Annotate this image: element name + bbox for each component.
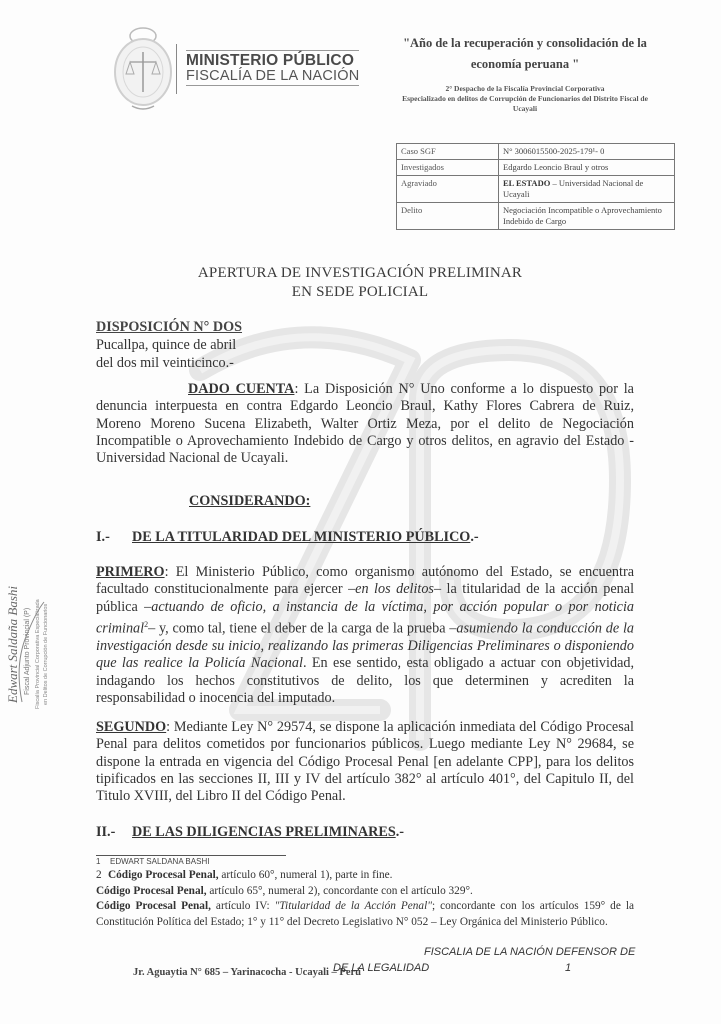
footnote-1-text: EDWART SALDANA BASHI [110, 857, 210, 866]
footer-legalidad: DE LA LEGALIDAD [333, 962, 430, 974]
stamp-signature: Edwart Saldaña Bashi [5, 585, 20, 703]
logo-line-fiscalia: FISCALÍA DE LA NACIÓN [186, 68, 360, 84]
motto-line-1: "Año de la recuperación y consolidación de la [403, 36, 647, 50]
disposition-date-1: Pucallpa, quince de abril [96, 337, 237, 353]
title-line-1: APERTURA DE INVESTIGACIÓN PRELIMINAR [197, 265, 523, 281]
table-row [397, 160, 675, 176]
footnote-3-bold: Código Procesal Penal, [96, 884, 207, 897]
primero-paragraph [96, 564, 634, 707]
section-2-suffix: .- [395, 824, 404, 840]
footnote-2 [96, 868, 634, 884]
case-key: Caso SGF [397, 144, 499, 160]
dado-cuenta-paragraph [96, 381, 634, 467]
ministerio-logo [186, 50, 359, 86]
section-1-title: DE LA TITULARIDAD DEL MINISTERIO PÚBLICO [132, 529, 471, 545]
case-value: N° 3006015500-2025-179¹- 0 [499, 144, 675, 160]
office-name [380, 84, 670, 114]
dado-cuenta-text: : La Disposición N° Uno conforme a lo dispuesto por la denuncia interpuesta en contra Edgardo Leoncio Braul, Kathy Flores Cabrera de Ruiz, Moreno Moreno Sucena Elizabeth, Walter Ortiz Meza, por el delito de Negociación Incompatible o Aprovechamiento Indebido de Cargo y otros delitos, en agravio del Estado - Universidad Nacional de Ucayali. [96, 381, 634, 467]
year-motto [380, 33, 670, 75]
footer-address: Jr. Aguaytia N° 685 – Yarinacocha - Ucayali – Perú [133, 967, 361, 978]
footnote-1-number: 1 [96, 857, 101, 866]
table-row [397, 203, 675, 230]
footnote-4-text: artículo IV: [210, 900, 275, 912]
primero-label: PRIMERO [96, 564, 165, 580]
stamp-office-1: Fiscalía Provincial Corporativa Especializada [35, 599, 41, 709]
delito-value: Negociación Incompatible o Aprovechamiento Indebido de Cargo [499, 203, 675, 230]
segundo-label: SEGUNDO [96, 719, 167, 735]
stamp-role: Fiscal Adjunto Provincial (P) [24, 607, 31, 695]
primero-italic-2: –actuando de oficio, a instancia de la víctima, por acción popular o por noticia criminal [96, 598, 635, 637]
logo-divider [176, 44, 177, 94]
footnote-4-rest: ; concordante con los artículos 159° de la Constitución Política del Estado; 1° y 11° del Decreto Legislativo N° 052 – Ley Orgánica del Ministerio Público. [96, 900, 634, 928]
primero-text-4: . En ese sentido, esta obligado a actuar con objetividad, indagando los hechos constitutivos de delito, los que determinen y acrediten la responsabilidad o inocencia del imputado. [96, 655, 635, 706]
ministerio-seal-icon [108, 26, 178, 112]
footnote-4 [96, 899, 634, 930]
footer-fiscalia-line: FISCALIA DE LA NACIÓN DEFENSOR DE [424, 946, 636, 958]
agraviado-value-rest: – Universidad Nacional de Ucayali [503, 178, 644, 199]
footnote-ref-2: 2 [144, 619, 149, 629]
disposition-heading: DISPOSICIÓN N° DOS [96, 319, 243, 335]
footnote-4-bold: Código Procesal Penal, [96, 900, 211, 912]
primero-italic-1: –en los delitos– [348, 581, 442, 598]
section-1-number: I.- [96, 529, 110, 545]
table-row [397, 176, 675, 203]
footnote-2-number: 2 [96, 869, 102, 881]
footnote-2-bold: Código Procesal Penal, [108, 869, 219, 881]
office-line-1: 2° Despacho de la Fiscalía Provincial Corporativa [445, 84, 605, 93]
office-line-3: Ucayali [512, 104, 538, 113]
segundo-text: : Mediante Ley N° 29574, se dispone la aplicación inmediata del Código Procesal Penal para delitos cometidos por funcionarios públicos. Luego mediante Ley N° 29684, se dispone la entrada en vigencia del Código Procesal Penal [en adelante CPP], para los delitos tipificados en las secciones II, III y IV del artículo 382° al artículo 401°, del Capitulo II, del Titulo XVIII, del Libro II del Código Penal. [96, 719, 634, 805]
stamp-office-2: en Delitos de Corrupción de Funcionarios [43, 603, 49, 705]
footnote-4-italic: "Titularidad de la Acción Penal" [274, 900, 432, 912]
delito-key: Delito [397, 203, 499, 230]
office-line-2: Especializado en delitos de Corrupción de Funcionarios del Distrito Fiscal de [402, 94, 648, 103]
section-1-suffix: .- [470, 529, 479, 545]
agraviado-key: Agraviado [397, 176, 499, 203]
primero-text-1: : El Ministerio Público, como organismo autónomo del Estado, se encuentra facultado constitucionalmente para ejercer [96, 564, 634, 598]
section-2-heading [96, 824, 404, 841]
agraviado-value [499, 176, 675, 203]
section-2-title: DE LAS DILIGENCIAS PRELIMINARES [132, 824, 396, 840]
title-line-2: EN SEDE POLICIAL [291, 284, 429, 300]
table-row [397, 144, 675, 160]
section-2-number: II.- [96, 824, 116, 840]
footnote-3-text: artículo 65°, numeral 2), concordante con el artículo 329°. [206, 884, 473, 897]
motto-line-2: economía peruana " [470, 57, 580, 71]
document-title [100, 264, 620, 302]
footnotes-block [96, 868, 634, 930]
segundo-paragraph [96, 719, 634, 805]
disposition-date-2: del dos mil veinticinco.- [96, 355, 234, 371]
disposition-block [96, 318, 242, 372]
considerando-heading: CONSIDERANDO: [189, 493, 311, 509]
logo-line-ministerio: MINISTERIO PÚBLICO [186, 50, 359, 69]
footnote-3 [96, 884, 634, 900]
primero-text-2: la titularidad de la acción penal pública [96, 581, 635, 615]
investigados-value: Edgardo Leoncio Braul y otros [499, 160, 675, 176]
agraviado-value-bold: EL ESTADO [503, 178, 551, 188]
fiscal-stamp-signature [5, 562, 80, 712]
footnote-2-text: artículo 60°, numeral 1), parte in fine. [218, 869, 393, 881]
section-1-heading [96, 529, 479, 546]
page-number: 1 [565, 962, 572, 974]
footnote-1 [96, 857, 209, 866]
footnote-divider [96, 855, 286, 856]
dado-cuenta-label: DADO CUENTA [188, 381, 295, 397]
primero-italic-3: –asumiendo la conducción de la investigación desde su inicio, realizando las primeras Diligencias Preliminares o disponiendo que las realice la Policía Nacional [96, 620, 634, 672]
case-info-table [396, 143, 675, 230]
primero-text-3: – y, como tal, tiene el deber de la carga de la prueba [148, 620, 450, 637]
investigados-key: Investigados [397, 160, 499, 176]
